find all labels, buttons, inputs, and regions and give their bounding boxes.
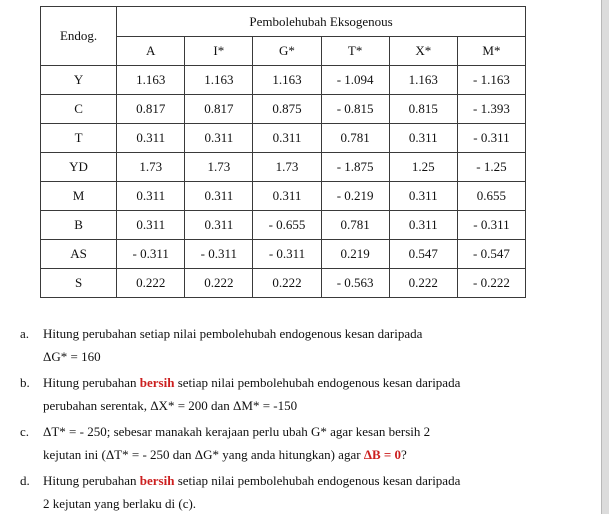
table-cell: - 1.163 <box>457 66 525 95</box>
table-cell: - 1.094 <box>321 66 389 95</box>
table-row <box>41 95 526 124</box>
question-text-line <box>43 371 590 394</box>
table-cell: 0.222 <box>185 269 253 298</box>
table-cell: - 1.875 <box>321 153 389 182</box>
table-cell: 1.163 <box>185 66 253 95</box>
table-cell: 0.311 <box>185 182 253 211</box>
table-cell: - 0.222 <box>457 269 525 298</box>
question-text-line: Hitung perubahan setiap nilai pembolehubah endogenous kesan daripada <box>43 326 423 341</box>
column-header: X* <box>389 37 457 66</box>
question-letter: d. <box>20 473 30 488</box>
questions-list <box>20 322 590 518</box>
table-cell: - 0.563 <box>321 269 389 298</box>
question-letter: b. <box>20 375 30 390</box>
column-header: I* <box>185 37 253 66</box>
row-label: B <box>41 211 117 240</box>
table-cell: 0.311 <box>389 124 457 153</box>
column-header: G* <box>253 37 321 66</box>
column-header: A <box>117 37 185 66</box>
table-cell: 0.222 <box>253 269 321 298</box>
question-b <box>20 371 590 417</box>
table-cell: 0.311 <box>253 124 321 153</box>
table-row <box>41 269 526 298</box>
table-cell: 1.163 <box>389 66 457 95</box>
endog-header: Endog. <box>41 7 117 66</box>
table-row <box>41 211 526 240</box>
table-cell: 0.815 <box>389 95 457 124</box>
row-label: YD <box>41 153 117 182</box>
question-a <box>20 322 590 368</box>
table-cell: - 1.25 <box>457 153 525 182</box>
table-cell: 0.311 <box>389 182 457 211</box>
table-cell: - 0.219 <box>321 182 389 211</box>
table-cell: 0.817 <box>117 95 185 124</box>
table-row <box>41 124 526 153</box>
table-cell: 1.73 <box>253 153 321 182</box>
question-text-line: ΔT* = - 250; sebesar manakah kerajaan perlu ubah G* agar kesan bersih 2 <box>43 424 431 439</box>
table-cell: 0.311 <box>185 124 253 153</box>
page-edge <box>601 0 609 514</box>
table-cell: 0.311 <box>117 211 185 240</box>
table-cell: 0.875 <box>253 95 321 124</box>
question-text-line: ΔG* = 160 <box>43 349 101 364</box>
table-cell: - 0.311 <box>457 211 525 240</box>
highlight-bersih: bersih <box>139 375 175 390</box>
table-cell: - 0.311 <box>253 240 321 269</box>
table-cell: 0.219 <box>321 240 389 269</box>
row-label: Y <box>41 66 117 95</box>
table-cell: 0.311 <box>117 124 185 153</box>
table-cell: 0.781 <box>321 211 389 240</box>
table-cell: - 0.815 <box>321 95 389 124</box>
table-body <box>41 66 526 298</box>
table-cell: 0.311 <box>389 211 457 240</box>
table-cell: 0.655 <box>457 182 525 211</box>
table-cell: - 0.311 <box>457 124 525 153</box>
question-text-line: 2 kejutan yang berlaku di (c). <box>43 496 197 511</box>
table-cell: 0.547 <box>389 240 457 269</box>
multiplier-table <box>40 6 526 298</box>
text-segment: setiap nilai pembolehubah endogenous kesan daripada <box>174 375 461 390</box>
question-d <box>20 469 590 515</box>
table-cell: 0.222 <box>117 269 185 298</box>
row-label: M <box>41 182 117 211</box>
text-segment: kejutan ini (ΔT* = - 250 dan ΔG* yang anda hitungkan) agar <box>43 447 364 462</box>
highlight-delta-b: ΔB = 0 <box>363 447 402 462</box>
table-cell: 1.73 <box>117 153 185 182</box>
table-cell: 0.817 <box>185 95 253 124</box>
question-text-line <box>43 469 590 492</box>
table-cell: 0.311 <box>185 211 253 240</box>
row-label: C <box>41 95 117 124</box>
table-cell: 0.311 <box>117 182 185 211</box>
question-c <box>20 420 590 466</box>
row-label: AS <box>41 240 117 269</box>
text-segment: Hitung perubahan <box>43 375 140 390</box>
column-header: M* <box>457 37 525 66</box>
table-row <box>41 153 526 182</box>
table-cell: - 0.311 <box>185 240 253 269</box>
question-letter: a. <box>20 326 30 341</box>
table-cell: 0.222 <box>389 269 457 298</box>
exogenous-group-header: Pembolehubah Eksogenous <box>117 7 526 37</box>
table-cell: 1.163 <box>253 66 321 95</box>
table-cell: 1.25 <box>389 153 457 182</box>
text-segment: ? <box>401 447 407 462</box>
table-cell: - 1.393 <box>457 95 525 124</box>
row-label: T <box>41 124 117 153</box>
table-row <box>41 182 526 211</box>
table-cell: - 0.547 <box>457 240 525 269</box>
text-segment: setiap nilai pembolehubah endogenous kesan daripada <box>174 473 461 488</box>
table-cell: 1.163 <box>117 66 185 95</box>
table-row <box>41 240 526 269</box>
table-header-row <box>41 7 526 37</box>
text-segment: Hitung perubahan <box>43 473 140 488</box>
table-cell: 0.781 <box>321 124 389 153</box>
question-text-line: perubahan serentak, ΔX* = 200 dan ΔM* = -150 <box>43 398 298 413</box>
table-cell: - 0.655 <box>253 211 321 240</box>
question-text-line <box>43 443 590 466</box>
table-cell: 1.73 <box>185 153 253 182</box>
column-header: T* <box>321 37 389 66</box>
highlight-bersih: bersih <box>139 473 175 488</box>
table-row <box>41 66 526 95</box>
table-cell: 0.311 <box>253 182 321 211</box>
row-label: S <box>41 269 117 298</box>
question-letter: c. <box>20 424 30 439</box>
table-cell: - 0.311 <box>117 240 185 269</box>
